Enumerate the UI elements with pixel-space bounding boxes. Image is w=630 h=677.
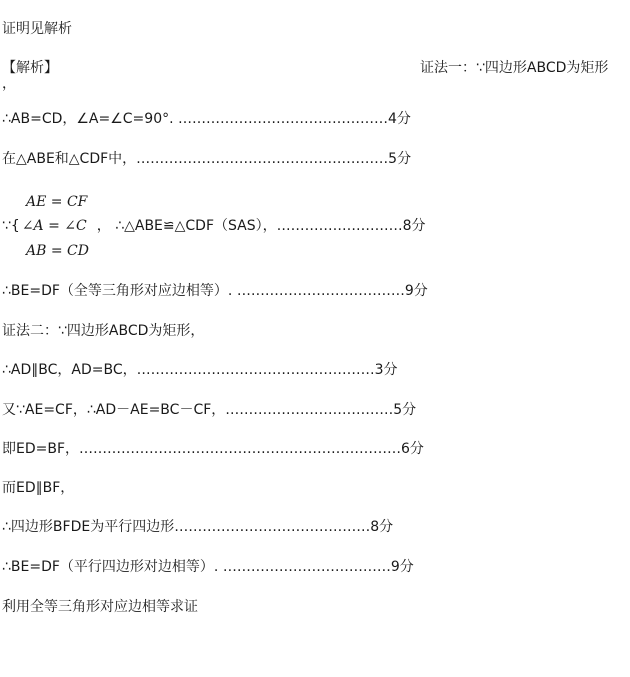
- method2-line1: ∴AD∥BC，AD=BC，……………………………………………3分: [2, 362, 398, 378]
- method2-title: 证法二：∵四边形ABCD为矩形，: [2, 323, 205, 339]
- analysis-heading: 【解析】: [2, 60, 58, 76]
- method1-title-tail: ，: [2, 76, 16, 92]
- because-brace: ∵{: [2, 218, 20, 234]
- equation-system-row1: AE = CF: [26, 194, 88, 210]
- method1-title: 证法一：∵四边形ABCD为矩形: [420, 60, 609, 76]
- congruence-conclusion: ， ∴△ABE≌△CDF（SAS），………………………8分: [96, 218, 426, 234]
- method2-line4: 而ED∥BF，: [2, 480, 75, 496]
- method1-line2: 在△ABE和△CDF中，………………………………………………5分: [2, 151, 412, 167]
- equation-system-brace-row: [2, 217, 426, 235]
- equation-system-row2: ∠A = ∠C: [21, 218, 87, 234]
- method1-line3: ∴BE=DF（全等三角形对应边相等）. ………………………………9分: [2, 283, 428, 299]
- equation-system-row3: AB = CD: [26, 243, 89, 259]
- answer-line: 证明见解析: [2, 21, 72, 37]
- method2-line3: 即ED=BF，……………………………………………………………6分: [2, 441, 424, 457]
- method2-line2: 又∵AE=CF，∴AD－AE=BC－CF，………………………………5分: [2, 402, 417, 418]
- summary-line: 利用全等三角形对应边相等求证: [2, 599, 198, 615]
- method1-line1: ∴AB=CD，∠A=∠C=90°. ………………………………………4分: [2, 111, 411, 127]
- method2-line6: ∴BE=DF（平行四边形对边相等）. ………………………………9分: [2, 559, 414, 575]
- method2-line5: ∴四边形BFDE为平行四边形……………………………………8分: [2, 519, 394, 535]
